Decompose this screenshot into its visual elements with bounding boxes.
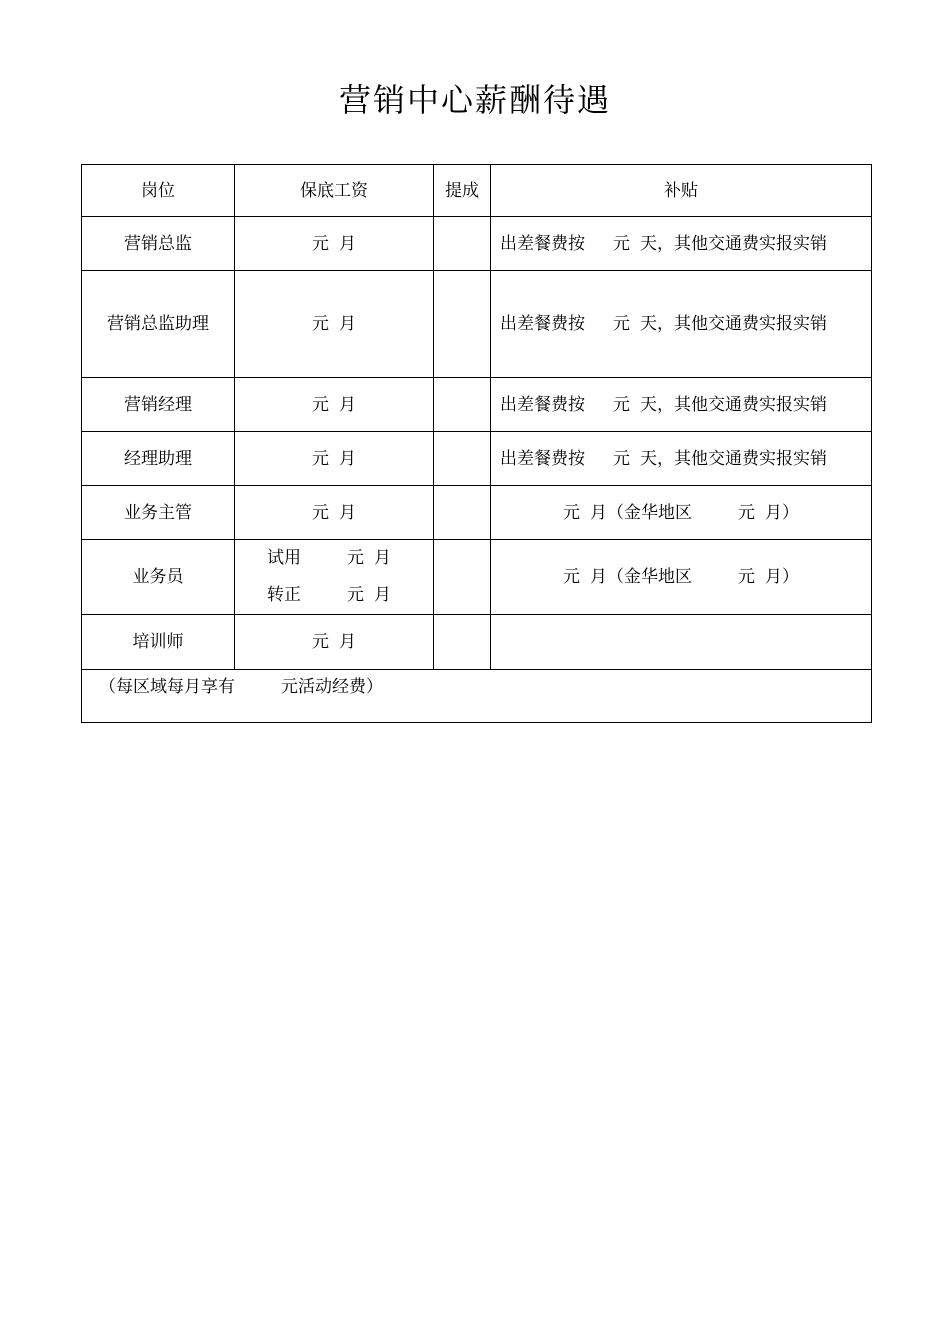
yuan-text: 元 — [312, 233, 329, 254]
position-cell: 经理助理 — [82, 432, 235, 486]
yuan-text: 元 — [312, 394, 329, 415]
trial-salary-line — [235, 540, 433, 577]
position-cell: 营销总监 — [82, 217, 235, 271]
travel-meal-prefix: 出差餐费按 — [500, 314, 585, 334]
header-allowance: 补贴 — [491, 165, 872, 217]
commission-cell — [434, 378, 491, 432]
header-position: 岗位 — [82, 165, 235, 217]
base-salary-cell — [235, 540, 434, 615]
note-suffix: 元活动经费） — [281, 677, 383, 697]
header-commission: 提成 — [434, 165, 491, 217]
allowance-cell — [491, 486, 872, 540]
month-text: 月 — [339, 502, 356, 523]
position-cell: 培训师 — [82, 615, 235, 670]
day-text: 天 — [640, 394, 657, 415]
yuan-text: 元 — [563, 567, 580, 587]
table-row — [82, 217, 872, 271]
commission-cell — [434, 271, 491, 378]
base-salary-cell — [235, 432, 434, 486]
table-row — [82, 432, 872, 486]
month-text: 月 — [590, 502, 607, 523]
yuan-text: 元 — [613, 448, 630, 469]
month-text: 月 — [339, 394, 356, 415]
month-text: 月 — [590, 567, 607, 587]
allowance-cell — [491, 432, 872, 486]
commission-cell — [434, 540, 491, 615]
base-salary-cell — [235, 378, 434, 432]
jinhua-open-text: （金华地区 — [607, 502, 692, 523]
travel-meal-suffix: ，其他交通费实报实销 — [657, 314, 827, 334]
base-salary-cell — [235, 217, 434, 271]
month-text: 月 — [339, 233, 356, 254]
note-prefix: （每区域每月享有 — [99, 677, 235, 697]
travel-meal-suffix: ，其他交通费实报实销 — [657, 233, 827, 254]
note-cell — [82, 670, 872, 723]
commission-cell — [434, 217, 491, 271]
header-base-salary: 保底工资 — [235, 165, 434, 217]
travel-meal-suffix: ，其他交通费实报实销 — [657, 394, 827, 415]
yuan-text: 元 — [312, 448, 329, 469]
yuan-text: 元 — [312, 632, 329, 652]
table-header-row — [82, 165, 872, 217]
page-title: 营销中心薪酬待遇 — [338, 81, 611, 119]
month-text: 月 — [374, 585, 391, 605]
yuan-text: 元 — [613, 394, 630, 415]
jinhua-open-text: （金华地区 — [607, 567, 692, 587]
day-text: 天 — [640, 233, 657, 254]
base-salary-cell — [235, 271, 434, 378]
base-salary-cell — [235, 486, 434, 540]
allowance-cell — [491, 615, 872, 670]
month-text: 月 — [765, 567, 782, 587]
yuan-text: 元 — [563, 502, 580, 523]
table-row — [82, 540, 872, 615]
table-row — [82, 378, 872, 432]
travel-meal-prefix: 出差餐费按 — [500, 233, 585, 254]
position-cell: 业务员 — [82, 540, 235, 615]
base-salary-cell — [235, 615, 434, 670]
yuan-text: 元 — [613, 233, 630, 254]
commission-cell — [434, 486, 491, 540]
yuan-text: 元 — [738, 567, 755, 587]
day-text: 天 — [640, 314, 657, 334]
jinhua-close-text: ） — [782, 502, 799, 523]
yuan-text: 元 — [347, 585, 364, 605]
regular-label: 转正 — [267, 585, 301, 605]
regular-salary-line — [235, 577, 433, 614]
position-cell: 营销经理 — [82, 378, 235, 432]
month-text: 月 — [339, 632, 356, 652]
yuan-text: 元 — [312, 502, 329, 523]
month-text: 月 — [374, 548, 391, 568]
allowance-cell — [491, 540, 872, 615]
jinhua-close-text: ） — [782, 567, 799, 587]
yuan-text: 元 — [347, 548, 364, 568]
position-cell: 业务主管 — [82, 486, 235, 540]
month-text: 月 — [765, 502, 782, 523]
month-text: 月 — [339, 314, 356, 334]
travel-meal-prefix: 出差餐费按 — [500, 448, 585, 469]
allowance-cell — [491, 217, 872, 271]
allowance-cell — [491, 271, 872, 378]
table-row — [82, 486, 872, 540]
position-cell: 营销总监助理 — [82, 271, 235, 378]
commission-cell — [434, 615, 491, 670]
day-text: 天 — [640, 448, 657, 469]
table-row — [82, 615, 872, 670]
commission-cell — [434, 432, 491, 486]
yuan-text: 元 — [312, 314, 329, 334]
travel-meal-suffix: ，其他交通费实报实销 — [657, 448, 827, 469]
yuan-text: 元 — [613, 314, 630, 334]
month-text: 月 — [339, 448, 356, 469]
trial-label: 试用 — [267, 548, 301, 568]
yuan-text: 元 — [738, 502, 755, 523]
salary-table — [81, 164, 872, 723]
allowance-cell — [491, 378, 872, 432]
table-row — [82, 271, 872, 378]
note-row — [82, 670, 872, 723]
travel-meal-prefix: 出差餐费按 — [500, 394, 585, 415]
